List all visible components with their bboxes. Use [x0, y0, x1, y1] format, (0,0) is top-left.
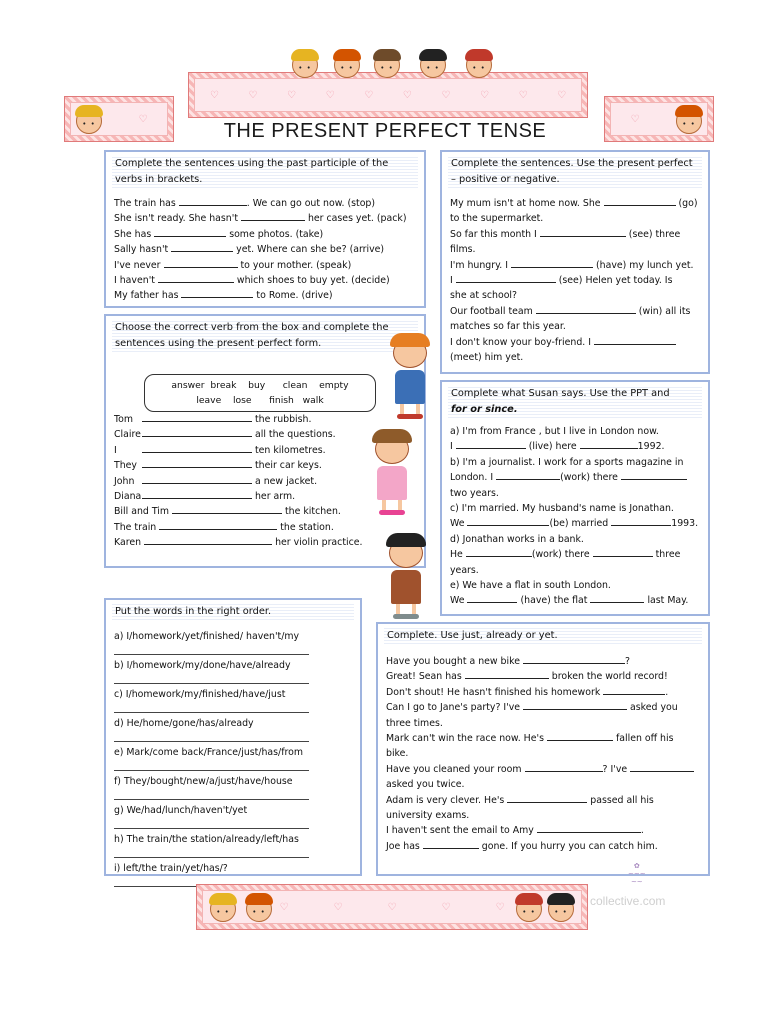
sentence: Don't shout! He hasn't finished his homework . [386, 686, 669, 698]
answer-line[interactable] [114, 702, 309, 713]
sentence: I'm hungry. I (have) my lunch yet. [450, 259, 694, 271]
sentence: films. [450, 244, 476, 256]
exercise-instruction: Complete what Susan says. Use the PPT and for or since. [448, 386, 702, 418]
answer-blank[interactable] [537, 824, 641, 833]
girl-figure-icon [388, 338, 432, 419]
sentence: Diana her arm. [114, 491, 296, 503]
sentence: e) Mark/come back/France/just/has/from [114, 747, 304, 758]
exercise-instruction: Put the words in the right order. [112, 604, 354, 620]
answer-blank[interactable] [456, 440, 526, 449]
exercise-just-already-yet [376, 622, 710, 876]
answer-line[interactable] [114, 760, 309, 771]
answer-blank[interactable] [496, 471, 560, 480]
answer-blank[interactable] [154, 228, 226, 237]
sentence: We (have) the flat last May. [450, 595, 689, 607]
verb-word-box: answer break buy clean empty leave lose finish walk [144, 374, 376, 412]
answer-blank[interactable] [467, 594, 517, 603]
sentence: We (be) married 1993. [450, 518, 699, 530]
answer-line[interactable] [114, 731, 309, 742]
exercise-instruction: Complete. Use just, already or yet. [384, 628, 702, 644]
sentence: matches so far this year. [450, 321, 566, 333]
sentence: b) I'm a journalist. I work for a sports magazine in [450, 456, 684, 468]
exercise-susan-says [440, 380, 710, 616]
sentence: a) I/homework/yet/finished/ haven't/my [114, 631, 300, 642]
kid-face-icon [516, 896, 542, 922]
sentence: The train the station. [114, 521, 334, 533]
answer-blank[interactable] [181, 289, 253, 298]
answer-blank[interactable] [580, 440, 638, 449]
sentence: John a new jacket. [114, 475, 318, 487]
kid-face-icon [676, 108, 702, 134]
kid-face-icon [334, 52, 360, 78]
top-left-banner: ♡ [64, 96, 174, 142]
sentence: b) I/homework/my/done/have/already [114, 660, 291, 671]
kid-face-icon [210, 896, 236, 922]
answer-blank[interactable] [467, 517, 549, 526]
answer-blank[interactable] [593, 548, 653, 557]
answer-blank[interactable] [179, 197, 247, 206]
kid-face-icon [548, 896, 574, 922]
sentence: i) left/the train/yet/has/? [114, 863, 228, 874]
answer-blank[interactable] [621, 471, 687, 480]
exercise-word-order [104, 598, 362, 876]
kid-face-icon [76, 108, 102, 134]
answer-line[interactable] [114, 847, 309, 858]
sentence: So far this month I (see) three [450, 228, 681, 240]
sentence: She isn't ready. She hasn't her cases yet. (pack) [114, 213, 407, 225]
sentence: I've never to your mother. (speak) [114, 259, 352, 271]
answer-blank[interactable] [465, 670, 549, 679]
exercise-positive-negative [440, 150, 710, 374]
answer-blank[interactable] [142, 428, 252, 437]
sentence: The train has . We can go out now. (stop) [114, 198, 376, 209]
sentence: Karen her violin practice. [114, 537, 363, 549]
kid-face-icon [420, 52, 446, 78]
answer-blank[interactable] [611, 517, 671, 526]
exercise-instruction: Complete the sentences. Use the present perfect – positive or negative. [448, 156, 702, 188]
answer-blank[interactable] [142, 490, 252, 499]
answer-line[interactable] [114, 673, 309, 684]
sentence: I haven't which shoes to buy yet. (decide) [114, 275, 390, 287]
sentence: He (work) there three [450, 549, 681, 561]
kid-face-icon [292, 52, 318, 78]
exercise-past-participle [104, 150, 426, 308]
answer-blank[interactable] [171, 243, 233, 252]
answer-blank[interactable] [540, 228, 626, 237]
kid-face-icon [246, 896, 272, 922]
answer-blank[interactable] [142, 413, 252, 422]
sentence: I (live) here 1992. [450, 441, 665, 453]
girl-figure-icon [370, 434, 414, 515]
boy-figure-icon [384, 538, 428, 619]
sentence: Bill and Tim the kitchen. [114, 506, 341, 518]
answer-blank[interactable] [142, 459, 252, 468]
sentence: g) We/had/lunch/haven't/yet [114, 805, 248, 816]
answer-blank[interactable] [547, 732, 613, 741]
top-center-banner: ♡ ♡ ♡ ♡ ♡ ♡ ♡ ♡ ♡ ♡ [188, 72, 588, 118]
sentence: bike. [386, 748, 409, 760]
sentence: Have you bought a new bike ? [386, 656, 630, 667]
answer-blank[interactable] [603, 686, 665, 695]
sentence: a) I'm from France , but I live in London now. [450, 426, 659, 437]
sentence: Can I go to Jane's party? I've asked you [386, 702, 678, 714]
answer-blank[interactable] [172, 505, 282, 514]
sentence: Mark can't win the race now. He's fallen off his [386, 733, 674, 745]
sentence: I ten kilometres. [114, 444, 326, 456]
sentence: to the supermarket. [450, 213, 544, 225]
answer-line[interactable] [114, 789, 309, 800]
exercise-instruction: Choose the correct verb from the box and complete the sentences using the present perfect form. [112, 320, 418, 352]
sentence: She has some photos. (take) [114, 228, 324, 240]
answer-blank[interactable] [159, 521, 277, 530]
sentence: years. [450, 564, 479, 576]
sentence: she at school? [450, 290, 518, 302]
sentence: My mum isn't at home now. She (go) [450, 198, 698, 209]
sentence: d) He/home/gone/has/already [114, 718, 254, 729]
answer-blank[interactable] [536, 305, 636, 314]
sentence: Tom the rubbish. [114, 414, 312, 425]
sentence: c) I/homework/my/finished/have/just [114, 689, 286, 700]
answer-blank[interactable] [523, 701, 627, 710]
sentence: Joe has gone. If you hurry you can catch him. [386, 840, 658, 852]
answer-blank[interactable] [590, 594, 644, 603]
sentence: d) Jonathan works in a bank. [450, 533, 584, 545]
answer-blank[interactable] [525, 763, 603, 772]
exercise-instruction: Complete the sentences using the past participle of the verbs in brackets. [112, 156, 418, 188]
sentence: f) They/bought/new/a/just/have/house [114, 776, 293, 787]
answer-blank[interactable] [511, 259, 593, 268]
page-title: THE PRESENT PERFECT TENSE [223, 120, 547, 142]
answer-blank[interactable] [507, 794, 587, 803]
sentence: London. I (work) there [450, 470, 700, 485]
answer-blank[interactable] [241, 212, 305, 221]
top-right-banner: ♡ [604, 96, 714, 142]
sentence: e) We have a flat in south London. [450, 580, 611, 592]
answer-blank[interactable] [158, 274, 234, 283]
designer-logo: ✿ ~~~ ~~ [628, 862, 646, 886]
kid-face-icon [374, 52, 400, 78]
site-watermark: collective.com [590, 894, 666, 908]
answer-blank[interactable] [142, 475, 252, 484]
answer-blank[interactable] [594, 336, 676, 345]
sentence: h) The train/the station/already/left/has [114, 834, 299, 845]
sentence: I (see) Helen yet today. Is [450, 275, 673, 287]
sentence: They their car keys. [114, 460, 322, 472]
sentence: My father has to Rome. (drive) [114, 290, 333, 302]
answer-line[interactable] [114, 818, 309, 829]
answer-blank[interactable] [523, 655, 625, 664]
answer-blank[interactable] [142, 444, 252, 453]
kid-face-icon [466, 52, 492, 78]
answer-blank[interactable] [466, 548, 532, 557]
sentence: I haven't sent the email to Amy . [386, 825, 644, 837]
answer-blank[interactable] [423, 840, 479, 849]
answer-blank[interactable] [456, 274, 556, 283]
sentence: Claire all the questions. [114, 429, 336, 441]
sentence: university exams. [386, 810, 470, 822]
sentence: (meet) him yet. [450, 352, 524, 364]
sentence: Sally hasn't yet. Where can she be? (arrive) [114, 244, 385, 256]
answer-line[interactable] [114, 644, 309, 655]
answer-blank[interactable] [144, 536, 272, 545]
sentence: Our football team (win) all its [450, 305, 691, 317]
sentence: asked you twice. [386, 779, 465, 791]
sentence: two years. [450, 487, 499, 499]
sentence: I don't know your boy-friend. I [450, 335, 700, 350]
sentence: three times. [386, 717, 443, 729]
sentence: Great! Sean has broken the world record! [386, 671, 668, 683]
answer-blank[interactable] [604, 197, 676, 206]
bottom-banner: ♡ ♡ ♡ ♡ ♡ [196, 884, 588, 930]
sentence: Have you cleaned your room ? I've [386, 762, 700, 777]
answer-blank[interactable] [630, 763, 694, 772]
answer-blank[interactable] [164, 259, 238, 268]
sentence: Adam is very clever. He's passed all his [386, 794, 654, 806]
sentence: c) I'm married. My husband's name is Jonathan. [450, 503, 674, 515]
